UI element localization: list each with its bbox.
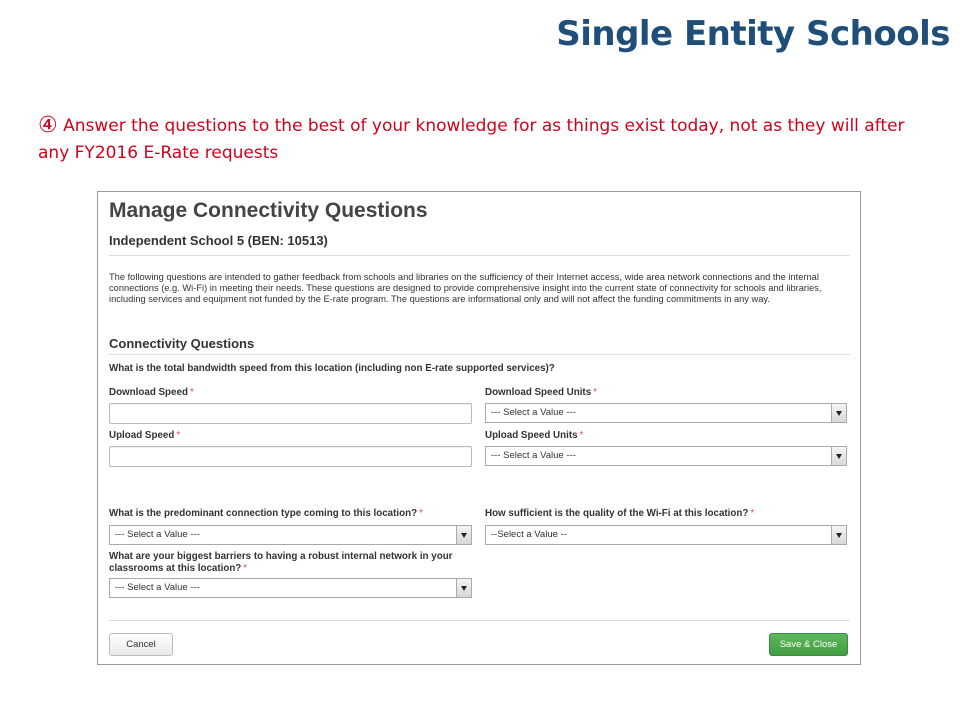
download-speed-label-text: Download Speed: [109, 387, 188, 398]
upload-speed-input[interactable]: [109, 446, 472, 467]
section-title: Connectivity Questions: [109, 336, 255, 351]
barriers-label-text: What are your biggest barriers to having a robust internal network in your classrooms at this location?: [109, 551, 453, 574]
slide-title: Single Entity Schools: [556, 14, 950, 54]
barriers-select[interactable]: [109, 578, 472, 598]
connectivity-form-panel: [97, 191, 861, 665]
divider: [109, 255, 850, 256]
download-speed-label: [109, 387, 194, 399]
wifi-quality-select[interactable]: [485, 525, 847, 545]
required-mark: *: [419, 508, 423, 519]
upload-speed-label: [109, 430, 180, 442]
instruction-body: Answer the questions to the best of your knowledge for as things exist today, not as they will after any FY2016 E-Rate requests: [38, 116, 905, 163]
upload-speed-units-select[interactable]: [485, 446, 847, 466]
required-mark: *: [593, 387, 597, 398]
step-number: ④: [38, 113, 58, 138]
chevron-down-icon[interactable]: [831, 404, 846, 422]
required-mark: *: [243, 563, 248, 574]
wifi-quality-label-text: How sufficient is the quality of the Wi-Fi at this location?: [485, 508, 749, 519]
wifi-quality-label: [485, 508, 754, 520]
download-speed-units-label-text: Download Speed Units: [485, 387, 592, 398]
intro-text: The following questions are intended to gather feedback from schools and libraries on the sufficiency of their Internet access, wide area network connections and the internal connections (e.g. Wi-Fi) in meeting their needs. These questions are designed to provide comprehensive insight into the current state of connectivity for schools and libraries, including services and equipment not funded by the E-rate program. The questions are informational only and will not affect the funding commitments in any way.: [109, 272, 822, 304]
connection-type-label-text: What is the predominant connection type coming to this location?: [109, 508, 418, 519]
download-speed-units-label: [485, 387, 597, 399]
save-close-button[interactable]: Save & Close: [769, 633, 848, 656]
download-speed-input[interactable]: [109, 403, 472, 424]
chevron-down-icon[interactable]: [456, 526, 471, 544]
upload-speed-units-value: --- Select a Value ---: [491, 450, 576, 461]
upload-speed-units-label-text: Upload Speed Units: [485, 430, 578, 441]
instruction-text: [38, 112, 918, 167]
required-mark: *: [189, 387, 194, 398]
chevron-down-icon[interactable]: [456, 579, 471, 597]
required-mark: *: [176, 430, 181, 441]
required-mark: *: [750, 508, 755, 519]
upload-speed-units-label: [485, 430, 583, 442]
barriers-value: --- Select a Value ---: [115, 582, 200, 593]
cancel-button[interactable]: Cancel: [109, 633, 173, 656]
connection-type-value: --- Select a Value ---: [115, 529, 200, 540]
wifi-quality-value: --Select a Value --: [491, 529, 567, 540]
barriers-label: [109, 551, 459, 575]
connection-type-select[interactable]: [109, 525, 472, 545]
download-speed-units-select[interactable]: [485, 403, 847, 423]
form-title: Manage Connectivity Questions: [109, 199, 428, 222]
required-mark: *: [579, 430, 584, 441]
connection-type-label: [109, 508, 423, 520]
chevron-down-icon[interactable]: [831, 526, 846, 544]
divider: [109, 620, 850, 621]
school-name: Independent School 5 (BEN: 10513): [109, 233, 328, 248]
divider: [109, 354, 850, 355]
bandwidth-question: What is the total bandwidth speed from this location (including non E-rate supported services)?: [109, 363, 555, 374]
upload-speed-label-text: Upload Speed: [109, 430, 175, 441]
chevron-down-icon[interactable]: [831, 447, 846, 465]
download-speed-units-value: --- Select a Value ---: [491, 407, 576, 418]
